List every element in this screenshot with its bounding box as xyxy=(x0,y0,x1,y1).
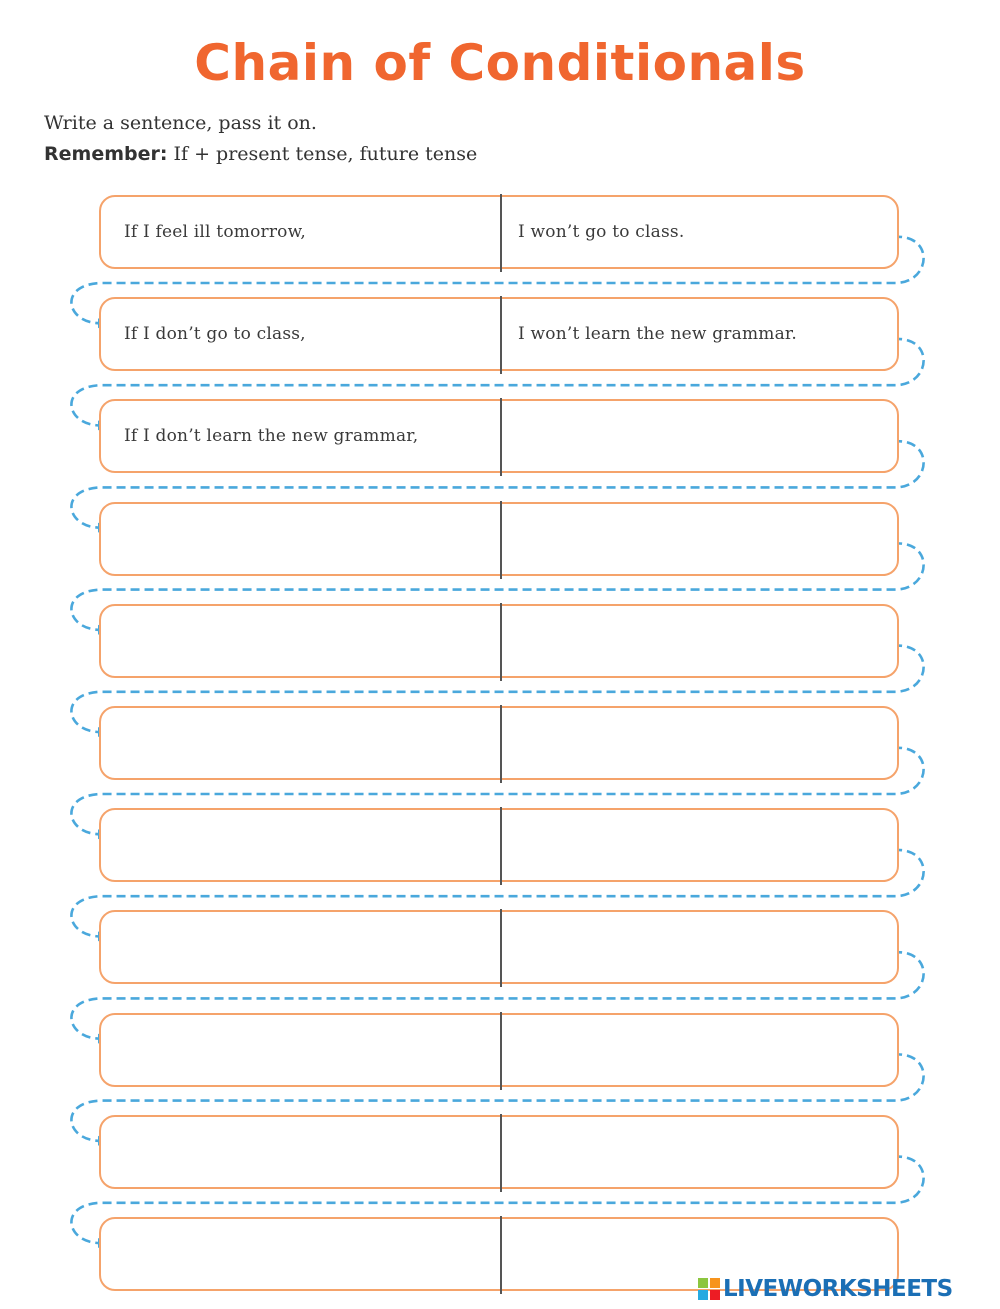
if-clause-input[interactable] xyxy=(124,824,494,866)
row-divider xyxy=(500,705,502,783)
if-clause-cell[interactable] xyxy=(124,504,494,574)
chain-row xyxy=(99,1013,899,1087)
if-clause-input[interactable] xyxy=(124,1029,494,1071)
chain-row xyxy=(99,604,899,678)
row-divider xyxy=(500,1114,502,1192)
if-clause-cell[interactable] xyxy=(124,708,494,778)
remember-label: Remember: xyxy=(44,143,168,165)
row-divider xyxy=(500,501,502,579)
result-clause-text: I won’t learn the new grammar. xyxy=(518,324,797,344)
chain-row xyxy=(99,195,899,269)
if-clause-input[interactable] xyxy=(124,722,494,764)
chain-row xyxy=(99,1115,899,1189)
if-clause-input[interactable] xyxy=(124,620,494,662)
logo-text: LIVEWORKSHEETS xyxy=(723,1276,953,1302)
result-clause-cell[interactable] xyxy=(518,1015,888,1085)
result-clause-cell[interactable] xyxy=(518,504,888,574)
if-clause-text: If I feel ill tomorrow, xyxy=(124,222,306,242)
instruction-line: Write a sentence, pass it on. xyxy=(44,112,317,134)
if-clause-cell[interactable] xyxy=(124,1015,494,1085)
if-clause-cell[interactable] xyxy=(124,606,494,676)
liveworksheets-logo xyxy=(697,1275,993,1303)
if-clause-input[interactable] xyxy=(124,1131,494,1173)
if-clause-cell[interactable] xyxy=(124,912,494,982)
result-clause-input[interactable] xyxy=(518,415,888,457)
row-divider xyxy=(500,1216,502,1294)
if-clause-cell[interactable] xyxy=(124,1117,494,1187)
if-clause-input[interactable] xyxy=(124,518,494,560)
row-divider xyxy=(500,296,502,374)
chain-row xyxy=(99,808,899,882)
result-clause-input[interactable] xyxy=(518,620,888,662)
remember-text: If + present tense, future tense xyxy=(167,143,478,165)
if-clause-cell[interactable] xyxy=(124,810,494,880)
result-clause-text: I won’t go to class. xyxy=(518,222,685,242)
result-clause-cell[interactable] xyxy=(518,708,888,778)
chain-row xyxy=(99,502,899,576)
if-clause-input[interactable] xyxy=(124,926,494,968)
chain-row xyxy=(99,706,899,780)
result-clause-input[interactable] xyxy=(518,1029,888,1071)
page-title: Chain of Conditionals xyxy=(194,34,806,92)
row-divider xyxy=(500,1012,502,1090)
result-clause-input[interactable] xyxy=(518,1233,888,1275)
result-clause-cell[interactable] xyxy=(518,912,888,982)
result-clause-input[interactable] xyxy=(518,518,888,560)
row-divider xyxy=(500,909,502,987)
result-clause-cell[interactable] xyxy=(518,606,888,676)
chain-row xyxy=(99,399,899,473)
result-clause-cell[interactable] xyxy=(518,810,888,880)
row-divider xyxy=(500,398,502,476)
chain-row xyxy=(99,910,899,984)
row-divider xyxy=(500,194,502,272)
logo-icon xyxy=(697,1277,721,1301)
row-divider xyxy=(500,807,502,885)
if-clause-text: If I don’t learn the new grammar, xyxy=(124,426,419,446)
chain-row xyxy=(99,297,899,371)
if-clause-text: If I don’t go to class, xyxy=(124,324,306,344)
result-clause-input[interactable] xyxy=(518,1131,888,1173)
if-clause-cell[interactable] xyxy=(124,1219,494,1289)
result-clause-cell[interactable] xyxy=(518,1117,888,1187)
if-clause-input[interactable] xyxy=(124,1233,494,1275)
result-clause-cell[interactable] xyxy=(518,401,888,471)
result-clause-input[interactable] xyxy=(518,926,888,968)
result-clause-input[interactable] xyxy=(518,824,888,866)
result-clause-input[interactable] xyxy=(518,722,888,764)
row-divider xyxy=(500,603,502,681)
